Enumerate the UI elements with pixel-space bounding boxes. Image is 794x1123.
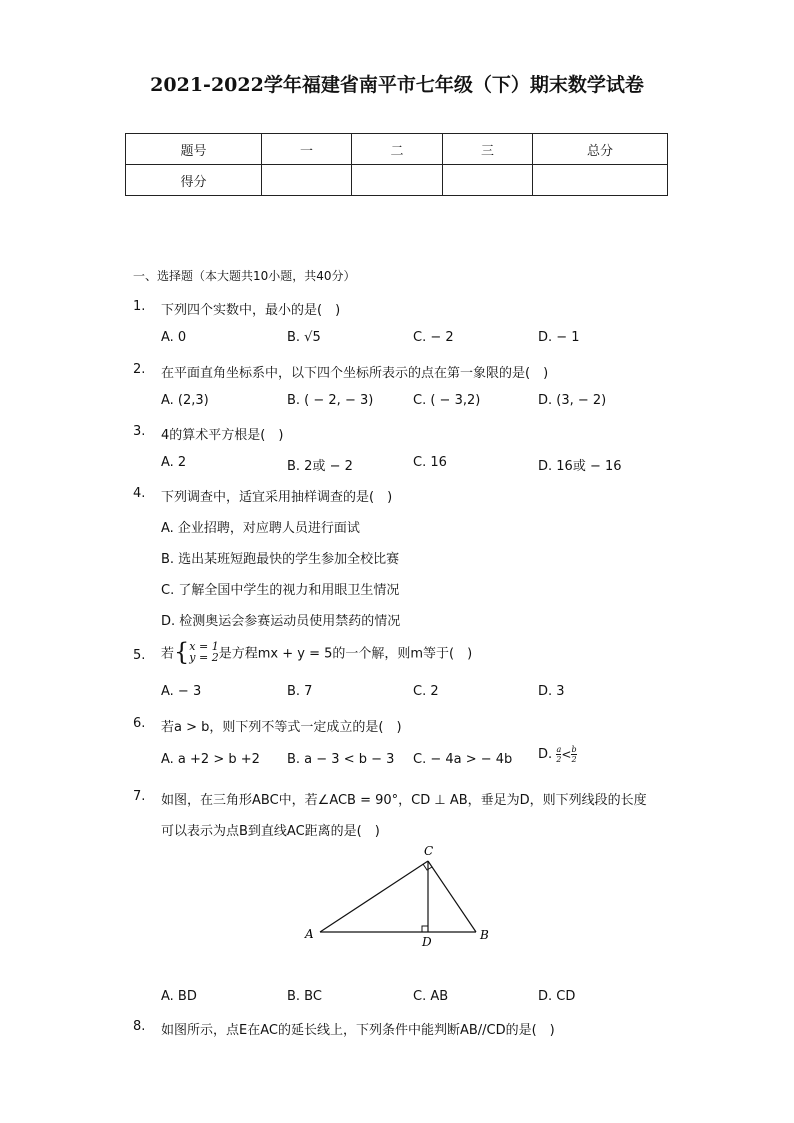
option-c: C. − 2 [413,330,454,345]
option-a: A. (2,3) [161,393,209,408]
question-text: 下列四个实数中，最小的是( ) [161,303,341,318]
equation-line: x = 1 [189,640,219,653]
question-number: 7. [133,789,146,804]
score-header-cell: 三 [443,134,533,165]
segment-bc [428,861,476,932]
section-heading: 一、选择题（本大题共10小题，共40分） [133,269,356,283]
question-number: 1. [133,299,146,314]
equation-system [189,641,218,663]
option-d: D. CD [538,989,576,1004]
brace-icon: { [174,638,190,666]
option-c: C. 了解全国中学生的视力和用眼卫生情况 [161,583,400,598]
fraction-denominator: 2 [556,755,562,764]
option-d: D. 16或 − 16 [538,459,622,474]
score-header-cell: 一 [262,134,352,165]
question-number: 6. [133,716,146,731]
question-text-line1: 如图，在三角形ABC中，若∠ACB = 90°，CD ⊥ AB，垂足为D，则下列线段的长度 [161,793,647,808]
question-number: 3. [133,424,146,439]
label-c: C [424,844,434,858]
score-table [125,133,668,196]
option-b: B. 2或 − 2 [287,459,353,474]
score-table-row [126,165,668,196]
option-d: D. − 1 [538,330,580,345]
option-b: B. √5 [287,330,321,345]
fraction-numerator: a [556,745,562,754]
option-a: A. 2 [161,455,187,470]
page-title: 2021-2022学年福建省南平市七年级（下）期末数学试卷 [150,74,644,96]
option-c: C. 16 [413,455,447,470]
question-number: 2. [133,362,146,377]
option-b: B. 选出某班短跑最快的学生参加全校比赛 [161,552,400,567]
score-row-label: 得分 [126,165,262,196]
question-number: 8. [133,1019,146,1034]
option-c: C. 2 [413,684,439,699]
option-d: D. (3, − 2) [538,393,607,408]
option-a: A. 0 [161,330,187,345]
question-number: 4. [133,486,146,501]
question-text: 4的算术平方根是( ) [161,428,284,443]
option-d: D. 3 [538,684,565,699]
right-angle-mark-d [422,926,428,932]
option-b: B. a − 3 < b − 3 [287,752,395,767]
option-c: C. ( − 3,2) [413,393,481,408]
fraction-denominator: 2 [571,755,577,764]
option-d: D. 检测奥运会参赛运动员使用禁药的情况 [161,614,401,629]
label-b: B [480,928,489,942]
triangle-figure [300,842,500,952]
equation-line: y = 2 [189,651,219,664]
option-a: A. 企业招聘，对应聘人员进行面试 [161,521,360,536]
question-number: 5. [133,648,146,663]
label-d: D [422,935,432,949]
option-d [538,745,577,764]
option-a: A. BD [161,989,197,1004]
score-cell [443,165,533,196]
score-cell [533,165,668,196]
question-text: 下列调查中，适宜采用抽样调查的是( ) [161,490,393,505]
option-b: B. BC [287,989,322,1004]
score-cell [352,165,443,196]
question-text-post: 是方程mx + y = 5的一个解，则m等于( ) [218,646,473,662]
fraction-numerator: b [571,745,577,754]
fraction [571,745,576,764]
option-a: A. a +2 > b +2 [161,752,260,767]
question-text-line2: 可以表示为点B到直线AC距离的是( ) [161,824,380,839]
question-text [161,638,473,666]
option-b: B. ( − 2, − 3) [287,393,374,408]
label-a: A [305,927,314,941]
segment-ac [320,861,428,932]
option-b: B. 7 [287,684,313,699]
option-a: A. − 3 [161,684,202,699]
score-header-cell: 总分 [533,134,668,165]
question-text: 如图所示，点E在AC的延长线上，下列条件中能判断AB//CD的是( ) [161,1023,555,1038]
option-c: C. AB [413,989,449,1004]
question-text: 若a > b，则下列不等式一定成立的是( ) [161,720,402,735]
option-c: C. − 4a > − 4b [413,752,513,767]
score-header-cell: 二 [352,134,443,165]
score-cell [262,165,352,196]
score-header-cell: 题号 [126,134,262,165]
option-d-label: D. [538,747,553,762]
question-text: 在平面直角坐标系中，以下四个坐标所表示的点在第一象限的是( ) [161,366,549,381]
score-table-header-row [126,134,668,165]
question-text-pre: 若 [161,646,175,662]
less-than-sign: < [561,747,572,762]
